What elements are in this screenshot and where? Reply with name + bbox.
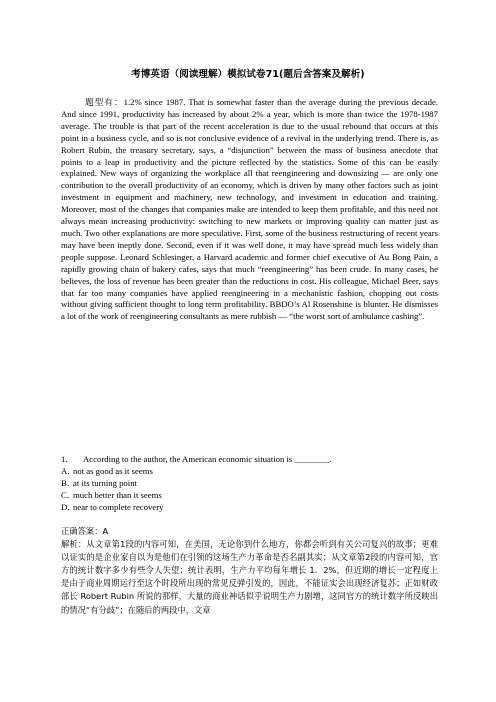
option-b: [61, 477, 438, 489]
question-block: [61, 453, 438, 513]
option-letter: D．: [61, 502, 76, 512]
option-letter: C．: [61, 490, 76, 500]
question-text: According to the author, the American economic situation is ________.: [83, 454, 332, 464]
document-title: 考博英语（阅读理解）模拟试卷71(题后含答案及解析): [131, 69, 365, 80]
option-text: much better than it seems: [73, 490, 162, 500]
answer-explanation: 解析：从文章第1段的内容可知，在美国，无论你到什么地方，你都会听到有关公司复兴的故事；更难以证实的是企业家自以为是他们在引领的这场生产力革命是否名副其实；从文章第2段的内容可知，官方的统计数字多少有些令人失望；统计表明，生产力平均每年增长 1．2%，但近期的增长一定程度上是由于商业周期运行至这个时段所出现的常见反弹引发的，因此，不能证实会出现经济复苏；正如财政部长 Robert Rubin 所说的那样，大量的商业神话似乎说明生产力剧增，这同官方的统计数字所反映出的情况“有分歧”；在随后的两段中，文章: [61, 539, 438, 615]
option-text: not as good as it seems: [73, 466, 153, 476]
option-letter: A．: [61, 466, 76, 476]
option-d: [61, 501, 438, 513]
option-a: [61, 465, 438, 477]
option-c: [61, 489, 438, 501]
option-letter: B．: [61, 478, 76, 488]
question-number: 1．: [61, 454, 75, 464]
question-stem: [61, 453, 438, 465]
reading-passage: 题型有：1.2% since 1987. That is somewhat faster than the average during the previous decade. And since 1991, productivity has increased by about 2% a year, which is more than twice the 1978-1987 average. The trouble is that part of the recent acceleration is due to the usual rebound that occurs at this point in a business cycle, and so is not conclusive evidence of a revival in the underlying trend. There is, as Robert Rubin, the treasury secretary, says, a “disjunction” between the mass of business anecdote that points to a leap in productivity and the picture reflected by the statistics. Some of this can be easily explained. New ways of organizing the workplace all that reengineering and downsizing — are only one contribution to the overall productivity of an economy, which is driven by many other factors such as joint investment in equipment and machinery, new technology, and investment in education and training. Moreover, most of the changes that companies make are intended to keep them profitable, and this need not always mean increasing productivity: switching to new markets or improving quality can matter just as much. Two other explanations are more speculative. First, some of the business restructuring of recent years may have been ineptly done. Second, even if it was well done, it may have spread much less widely than people suppose. Leonard Schlesinger, a Harvard academic and former chief executive of Au Bong Pain, a rapidly growing chain of bakery cafes, says that much “reengineering” has been crude. In many cases, he believes, the loss of revenue has been greater than the reductions in cost. His colleague, Michael Beer, says that far too many companies have applied reengineering in a mechanistic fashion, chopping out costs without giving sufficient thought to long term profitability. BBDO’s Al Rosenshine is blunter. He dismisses a lot of the work of reengineering consultants as mere rubbish — “the worst sort of ambulance cashing”.: [61, 97, 438, 322]
option-text: at its turning point: [73, 478, 137, 488]
option-text: near to complete recovery: [73, 502, 164, 512]
answer-block: [61, 525, 438, 617]
correct-answer: 正确答案：A: [61, 526, 109, 536]
